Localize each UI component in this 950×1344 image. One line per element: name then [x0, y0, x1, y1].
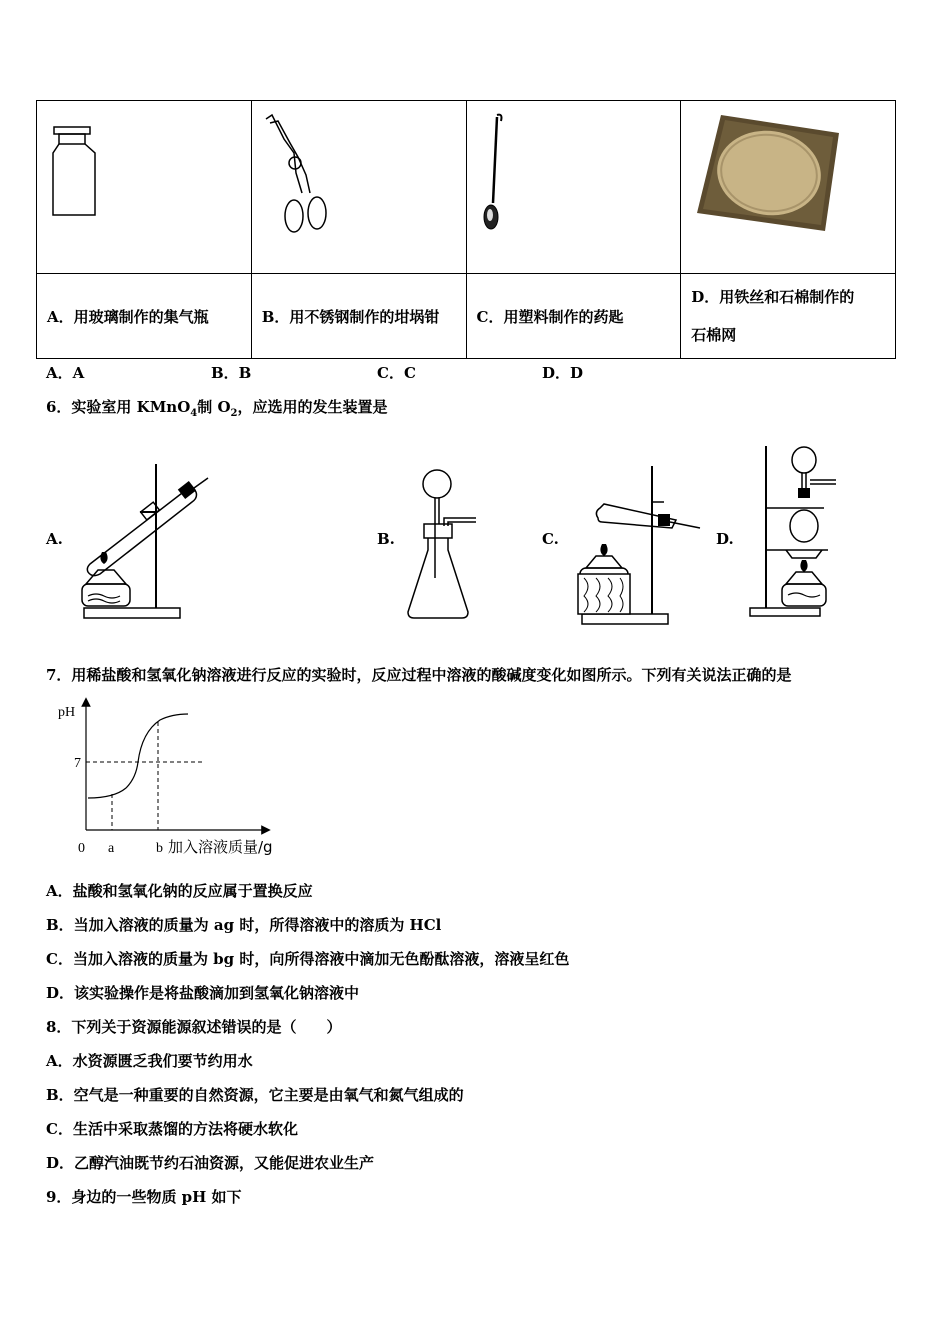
cell-spoon [466, 101, 681, 274]
q6-stem-sub2: 2 [230, 408, 238, 419]
q8-option-b[interactable]: B．空气是一种重要的自然资源，它主要是由氧气和氮气组成的 [46, 1086, 464, 1104]
q7-option-b[interactable]: B．当加入溶液的质量为 ag 时，所得溶液中的溶质为 HCl [46, 916, 442, 934]
label-b: B．用不锈钢制作的坩埚钳 [251, 274, 466, 359]
xlabel: 加入溶液质量/g [168, 838, 273, 856]
q9-stem: 9．身边的一些物质 pH 如下 [46, 1188, 242, 1206]
q5-option-b[interactable]: B．B [211, 364, 252, 382]
q8-option-a[interactable]: A．水资源匮乏我们要节约用水 [46, 1052, 253, 1070]
ph-chart [52, 694, 312, 864]
label-d-line1: D．用铁丝和石棉制作的 [691, 288, 855, 306]
q7-option-d[interactable]: D．该实验操作是将盐酸滴加到氢氧化钠溶液中 [46, 984, 360, 1002]
q5-option-a[interactable]: A．A [46, 364, 85, 382]
q6-stem-mid: 制 O [197, 398, 231, 416]
q6-label-c[interactable]: C. [542, 530, 559, 548]
q6-stem-post: ，应选用的发生装置是 [237, 398, 388, 416]
apparatus-d-icon [748, 442, 848, 618]
label-c: C．用塑料制作的药匙 [466, 274, 681, 359]
q6-stem [46, 396, 388, 419]
q7-stem: 7．用稀盐酸和氢氧化钠溶液进行反应的实验时，反应过程中溶液的酸碱度变化如图所示。下列有关说法正确的是 [46, 666, 792, 684]
x-tick-b: b [156, 841, 163, 856]
q7-option-a[interactable]: A．盐酸和氢氧化钠的反应属于置换反应 [46, 882, 313, 900]
label-d [681, 274, 896, 359]
x-tick-0: 0 [78, 841, 85, 856]
cell-gauze [681, 101, 896, 274]
q8-option-d[interactable]: D．乙醇汽油既节约石油资源，又能促进农业生产 [46, 1154, 375, 1172]
gas-collecting-bottle-icon [49, 125, 109, 225]
cell-bottle [37, 101, 252, 274]
q6-label-d[interactable]: D. [716, 530, 734, 548]
ph-curve [88, 714, 188, 798]
asbestos-gauze-icon [693, 111, 853, 231]
cell-tongs [251, 101, 466, 274]
crucible-tongs-icon [262, 113, 342, 243]
q5-option-c[interactable]: C．C [377, 364, 416, 382]
q8-stem: 8．下列关于资源能源叙述错误的是（ ） [46, 1018, 342, 1036]
q7-option-c[interactable]: C．当加入溶液的质量为 bg 时，向所得溶液中滴加无色酚酞溶液，溶液呈红色 [46, 950, 570, 968]
q5-option-d[interactable]: D．D [542, 364, 584, 382]
q6-label-a[interactable]: A. [46, 530, 63, 548]
label-a: A．用玻璃制作的集气瓶 [37, 274, 252, 359]
equipment-table [36, 100, 896, 359]
apparatus-c-icon [574, 462, 704, 626]
ylabel: pH [58, 705, 76, 720]
label-d-line2: 石棉网 [691, 326, 737, 344]
apparatus-b-icon [402, 466, 492, 626]
q6-stem-pre: 6．实验室用 KMnO [46, 398, 191, 416]
apparatus-a-icon [74, 460, 214, 624]
q6-label-b[interactable]: B. [377, 530, 395, 548]
q8-option-c[interactable]: C．生活中采取蒸馏的方法将硬水软化 [46, 1120, 298, 1138]
y-tick-7: 7 [74, 756, 81, 771]
q6-stem-sub: 4 [190, 408, 198, 419]
medicine-spoon-icon [475, 111, 515, 241]
x-tick-a: a [108, 841, 115, 856]
